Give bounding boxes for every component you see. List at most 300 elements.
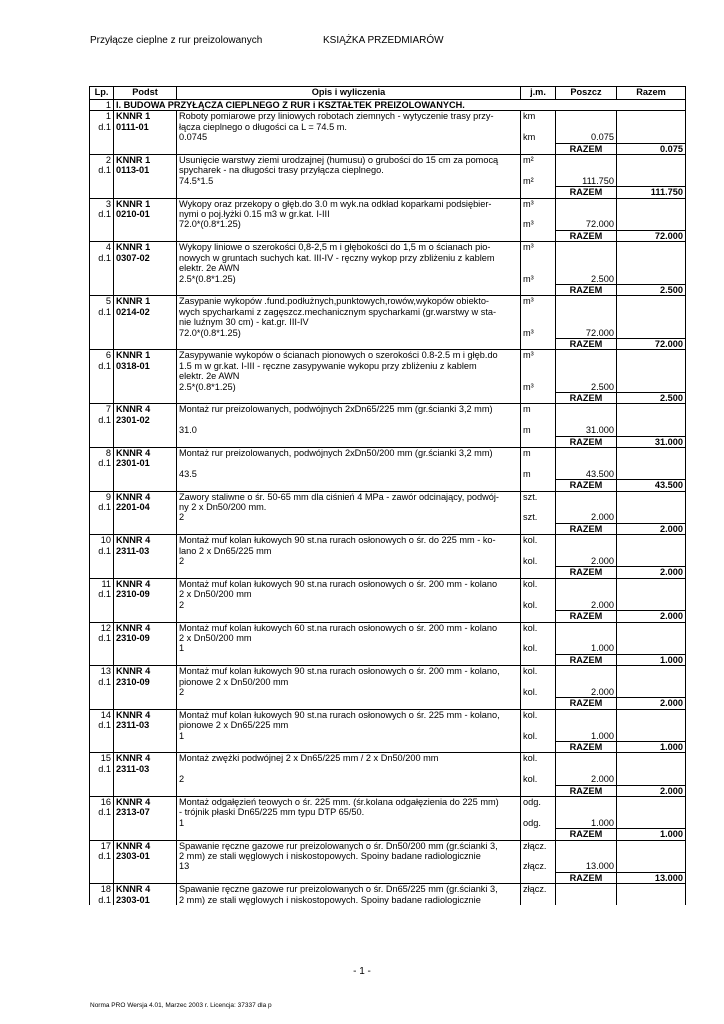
total-value: 1.000 xyxy=(617,741,686,752)
table-row xyxy=(90,350,686,382)
item-poszcz-empty xyxy=(556,535,617,556)
calc-lp-empty xyxy=(90,643,114,654)
total-label: RAZEM xyxy=(556,436,617,447)
item-unit: złącz. xyxy=(521,884,556,905)
line-2: d.1 xyxy=(98,720,111,731)
item-poszcz-empty xyxy=(556,578,617,599)
line-1: 9 xyxy=(105,491,111,502)
item-description xyxy=(177,296,521,328)
item-lp xyxy=(90,350,114,382)
item-razem-empty xyxy=(617,491,686,512)
calc-razem-empty xyxy=(617,861,686,872)
description-line: nie luźnym 30 cm) - kat.gr. III-IV xyxy=(179,317,309,328)
line-2: d.1 xyxy=(98,807,111,818)
total-basis-empty xyxy=(114,187,177,198)
description-line xyxy=(179,458,518,468)
calc-lp-empty xyxy=(90,176,114,187)
line-1: KNNR 1 xyxy=(116,155,151,166)
line-1: KNNR 1 xyxy=(116,111,151,122)
line-1: 1 xyxy=(105,111,111,122)
item-razem-empty xyxy=(617,622,686,643)
calc-row xyxy=(90,132,686,143)
total-lp-empty xyxy=(90,480,114,491)
calc-row xyxy=(90,731,686,742)
total-row xyxy=(90,338,686,349)
line-2: 2301-01 xyxy=(116,458,150,469)
line-1: KNNR 4 xyxy=(116,448,151,458)
total-label: RAZEM xyxy=(556,230,617,241)
description-line: Montaż odgałęzień teowych o śr. 225 mm. (śr.kolana odgałęzienia do 225 mm) xyxy=(179,797,499,807)
item-razem-empty xyxy=(617,350,686,382)
item-unit: m³ xyxy=(521,296,556,328)
partial-quantity: 0.075 xyxy=(556,132,617,143)
col-header-lp: Lp. xyxy=(90,87,114,100)
item-poszcz-empty xyxy=(556,797,617,818)
total-lp-empty xyxy=(90,829,114,840)
description-line: wych spycharkami z zagęszcz.mechanicznym spycharkami (gr.warstwy w sta- xyxy=(179,306,497,317)
item-unit: kol. xyxy=(521,535,556,556)
calc-unit: kol. xyxy=(521,600,556,611)
item-razem-empty xyxy=(617,242,686,274)
section-row xyxy=(90,100,686,111)
item-lp xyxy=(90,578,114,599)
item-lp xyxy=(90,535,114,556)
calc-unit: m³ xyxy=(521,219,556,230)
description-line: nowych w gruntach suchych kat. III-IV - ręczny wykop przy zbliżeniu z kablem xyxy=(179,252,495,263)
table-header-row xyxy=(90,87,686,100)
total-value: 2.000 xyxy=(617,611,686,622)
item-unit: kol. xyxy=(521,709,556,730)
description-line: nymi o poj.łyżki 0.15 m3 w gr.kat. I-III xyxy=(179,209,330,220)
item-razem-empty xyxy=(617,296,686,328)
line-1: 3 xyxy=(105,198,111,209)
total-label: RAZEM xyxy=(556,654,617,665)
item-basis xyxy=(114,797,177,818)
total-label: RAZEM xyxy=(556,392,617,403)
item-unit: odg. xyxy=(521,797,556,818)
total-unit-empty xyxy=(521,829,556,840)
calc-razem-empty xyxy=(617,425,686,436)
total-label: RAZEM xyxy=(556,611,617,622)
line-2: 2311-03 xyxy=(116,763,150,774)
total-value: 2.000 xyxy=(617,698,686,709)
line-2: 0214-02 xyxy=(116,306,150,317)
item-lp xyxy=(90,404,114,425)
total-lp-empty xyxy=(90,392,114,403)
item-razem-empty xyxy=(617,797,686,818)
total-lp-empty xyxy=(90,654,114,665)
line-1: KNNR 4 xyxy=(116,840,151,851)
table-row xyxy=(90,491,686,512)
calc-lp-empty xyxy=(90,861,114,872)
page-number: - 1 - xyxy=(353,966,371,977)
calc-lp-empty xyxy=(90,132,114,143)
calc-basis-empty xyxy=(114,219,177,230)
description-line: Montaż zwężki podwójnej 2 x Dn65/225 mm / 2 x Dn50/200 mm xyxy=(179,753,439,764)
total-desc-empty xyxy=(177,143,521,154)
calc-basis-empty xyxy=(114,687,177,698)
line-1: 8 xyxy=(105,448,111,458)
total-basis-empty xyxy=(114,523,177,534)
total-label: RAZEM xyxy=(556,480,617,491)
description-line: elektr. 2e AWN xyxy=(179,263,240,274)
description-line xyxy=(179,764,518,774)
partial-quantity: 1.000 xyxy=(556,643,617,654)
description-line: Montaż muf kolan łukowych 90 st.na rurach osłonowych o śr. 225 mm - kolano, xyxy=(179,709,500,720)
partial-quantity: 72.000 xyxy=(556,328,617,339)
measurement-formula: 2.5*(0.8*1.25) xyxy=(177,382,521,393)
item-lp xyxy=(90,840,114,861)
item-poszcz-empty xyxy=(556,198,617,219)
item-poszcz-empty xyxy=(556,448,617,469)
section-title: I. BUDOWA PRZYŁĄCZA CIEPLNEGO Z RUR i KSZTAŁTEK PREIZOLOWANYCH. xyxy=(114,100,686,111)
total-label: RAZEM xyxy=(556,741,617,752)
item-lp xyxy=(90,709,114,730)
item-basis xyxy=(114,666,177,687)
line-1: KNNR 4 xyxy=(116,404,151,415)
calc-razem-empty xyxy=(617,132,686,143)
total-row xyxy=(90,230,686,241)
table-row xyxy=(90,242,686,274)
calc-row xyxy=(90,425,686,436)
line-1: 13 xyxy=(100,666,111,677)
description-line: 2 x Dn50/200 mm xyxy=(179,632,252,643)
calc-row xyxy=(90,219,686,230)
calc-basis-empty xyxy=(114,774,177,785)
partial-quantity: 2.000 xyxy=(556,512,617,523)
item-poszcz-empty xyxy=(556,350,617,382)
measurement-formula: 43.5 xyxy=(177,469,521,480)
calc-row xyxy=(90,774,686,785)
calc-unit: km xyxy=(521,132,556,143)
total-basis-empty xyxy=(114,338,177,349)
calc-razem-empty xyxy=(617,731,686,742)
total-label: RAZEM xyxy=(556,523,617,534)
description-line: Spawanie ręczne gazowe rur preizolowanych o śr. Dn50/200 mm (gr.ścianki 3, xyxy=(179,840,498,851)
line-2: 2303-01 xyxy=(116,894,150,905)
item-lp xyxy=(90,111,114,132)
measurement-formula: 2.5*(0.8*1.25) xyxy=(177,274,521,285)
total-desc-empty xyxy=(177,480,521,491)
total-unit-empty xyxy=(521,436,556,447)
table-row xyxy=(90,111,686,132)
calc-basis-empty xyxy=(114,274,177,285)
calc-basis-empty xyxy=(114,731,177,742)
col-header-jm: j.m. xyxy=(521,87,556,100)
calc-row xyxy=(90,600,686,611)
total-value: 31.000 xyxy=(617,436,686,447)
total-value: 2.000 xyxy=(617,785,686,796)
total-value: 0.075 xyxy=(617,143,686,154)
calc-lp-empty xyxy=(90,731,114,742)
item-basis xyxy=(114,448,177,469)
item-description xyxy=(177,709,521,730)
item-basis xyxy=(114,709,177,730)
total-lp-empty xyxy=(90,187,114,198)
line-1: KNNR 1 xyxy=(116,242,151,253)
line-2: 2310-09 xyxy=(116,676,150,687)
item-basis xyxy=(114,753,177,774)
description-line: Spawanie ręczne gazowe rur preizolowanych o śr. Dn65/225 mm (gr.ścianki 3, xyxy=(179,884,498,895)
calc-basis-empty xyxy=(114,512,177,523)
calc-unit: m³ xyxy=(521,382,556,393)
total-row xyxy=(90,829,686,840)
table-row xyxy=(90,155,686,176)
partial-quantity: 2.000 xyxy=(556,687,617,698)
total-value: 43.500 xyxy=(617,480,686,491)
line-2: 0113-01 xyxy=(116,165,150,176)
calc-basis-empty xyxy=(114,556,177,567)
line-2: 0318-01 xyxy=(116,360,150,371)
total-lp-empty xyxy=(90,523,114,534)
total-unit-empty xyxy=(521,230,556,241)
total-desc-empty xyxy=(177,654,521,665)
calc-unit: szt. xyxy=(521,512,556,523)
table-row xyxy=(90,797,686,818)
description-line: Wykopy liniowe o szerokości 0,8-2,5 m i głębokości do 1,5 m o ścianach pio- xyxy=(179,242,491,253)
description-line: Montaż rur preizolowanych, podwójnych 2xDn50/200 mm (gr.ścianki 3,2 mm) xyxy=(179,448,493,458)
item-unit: m³ xyxy=(521,198,556,219)
item-unit: m³ xyxy=(521,242,556,274)
table-row xyxy=(90,840,686,861)
total-lp-empty xyxy=(90,567,114,578)
description-line: Montaż muf kolan łukowych 90 st.na rurach osłonowych o śr. 200 mm - kolano, xyxy=(179,666,500,677)
item-razem-empty xyxy=(617,111,686,132)
item-poszcz-empty xyxy=(556,622,617,643)
col-header-opis: Opis i wyliczenia xyxy=(177,87,521,100)
total-desc-empty xyxy=(177,392,521,403)
total-value: 2.500 xyxy=(617,392,686,403)
line-1: KNNR 4 xyxy=(116,622,151,633)
item-razem-empty xyxy=(617,666,686,687)
line-2: d.1 xyxy=(98,632,111,643)
line-1: 12 xyxy=(100,622,111,633)
calc-lp-empty xyxy=(90,556,114,567)
calc-unit: złącz. xyxy=(521,861,556,872)
description-line: Montaż muf kolan łukowych 90 st.na rurach osłonowych o śr. 200 mm - kolano xyxy=(179,578,498,589)
calc-row xyxy=(90,469,686,480)
description-line: Montaż rur preizolowanych, podwójnych 2xDn65/225 mm (gr.ścianki 3,2 mm) xyxy=(179,404,493,415)
section-number: 1 xyxy=(90,100,114,111)
total-basis-empty xyxy=(114,611,177,622)
total-unit-empty xyxy=(521,480,556,491)
description-line: 2 mm) ze stali węglowych i niskostopowych. Spoiny badane radiologicznie xyxy=(179,851,481,862)
item-description xyxy=(177,622,521,643)
item-lp xyxy=(90,797,114,818)
item-lp xyxy=(90,666,114,687)
item-description xyxy=(177,491,521,512)
line-2: d.1 xyxy=(98,851,111,862)
item-basis xyxy=(114,350,177,382)
description-line: Usunięcie warstwy ziemi urodzajnej (humusu) o grubości do 15 cm za pomocą xyxy=(179,155,499,166)
line-2: 2310-09 xyxy=(116,589,150,600)
item-unit: szt. xyxy=(521,491,556,512)
line-1: KNNR 1 xyxy=(116,350,151,361)
total-row xyxy=(90,392,686,403)
measurement-formula: 1 xyxy=(177,731,521,742)
item-basis xyxy=(114,296,177,328)
calc-unit: odg. xyxy=(521,818,556,829)
measurement-formula: 2 xyxy=(177,774,521,785)
total-desc-empty xyxy=(177,338,521,349)
calc-lp-empty xyxy=(90,469,114,480)
calc-basis-empty xyxy=(114,176,177,187)
col-header-poszcz: Poszcz xyxy=(556,87,617,100)
partial-quantity: 31.000 xyxy=(556,425,617,436)
line-2: 2310-09 xyxy=(116,632,150,643)
calc-basis-empty xyxy=(114,600,177,611)
total-unit-empty xyxy=(521,741,556,752)
total-desc-empty xyxy=(177,785,521,796)
total-desc-empty xyxy=(177,284,521,295)
total-desc-empty xyxy=(177,567,521,578)
item-poszcz-empty xyxy=(556,155,617,176)
measurement-formula: 72.0*(0.8*1.25) xyxy=(177,219,521,230)
total-row xyxy=(90,698,686,709)
item-lp xyxy=(90,448,114,469)
description-line: Zasypywanie wykopów o ścianach pionowych o szerokości 0.8-2.5 m i głęb.do xyxy=(179,350,498,361)
total-basis-empty xyxy=(114,392,177,403)
calc-row xyxy=(90,643,686,654)
calc-basis-empty xyxy=(114,328,177,339)
total-row xyxy=(90,143,686,154)
partial-quantity: 72.000 xyxy=(556,219,617,230)
item-razem-empty xyxy=(617,448,686,469)
description-line: Roboty pomiarowe przy liniowych robotach ziemnych - wytyczenie trasy przy- xyxy=(179,111,494,122)
calc-row xyxy=(90,556,686,567)
total-lp-empty xyxy=(90,338,114,349)
total-desc-empty xyxy=(177,741,521,752)
calc-row xyxy=(90,382,686,393)
item-lp xyxy=(90,242,114,274)
total-row xyxy=(90,284,686,295)
table-row xyxy=(90,535,686,556)
total-value: 13.000 xyxy=(617,872,686,883)
item-unit: kol. xyxy=(521,622,556,643)
partial-quantity: 13.000 xyxy=(556,861,617,872)
line-2: 2201-04 xyxy=(116,502,150,513)
item-lp xyxy=(90,753,114,774)
item-basis xyxy=(114,884,177,905)
calc-unit: kol. xyxy=(521,556,556,567)
total-row xyxy=(90,741,686,752)
line-2: 2311-03 xyxy=(116,720,150,731)
table-body xyxy=(90,100,686,906)
item-description xyxy=(177,111,521,132)
total-row xyxy=(90,567,686,578)
partial-quantity: 2.500 xyxy=(556,274,617,285)
line-2: d.1 xyxy=(98,252,111,263)
calc-lp-empty xyxy=(90,219,114,230)
item-poszcz-empty xyxy=(556,242,617,274)
calc-lp-empty xyxy=(90,274,114,285)
item-unit: km xyxy=(521,111,556,132)
line-1: KNNR 4 xyxy=(116,578,151,589)
total-value: 72.000 xyxy=(617,338,686,349)
item-poszcz-empty xyxy=(556,404,617,425)
item-basis xyxy=(114,840,177,861)
line-2: d.1 xyxy=(98,209,111,220)
item-razem-empty xyxy=(617,198,686,219)
total-row xyxy=(90,872,686,883)
calc-lp-empty xyxy=(90,425,114,436)
item-razem-empty xyxy=(617,840,686,861)
total-value: 72.000 xyxy=(617,230,686,241)
partial-quantity: 1.000 xyxy=(556,731,617,742)
total-row xyxy=(90,523,686,534)
total-row xyxy=(90,187,686,198)
total-basis-empty xyxy=(114,230,177,241)
item-razem-empty xyxy=(617,884,686,905)
item-basis xyxy=(114,198,177,219)
description-line: Zawory staliwne o śr. 50-65 mm dla ciśnień 4 MPa - zawór odcinający, podwój- xyxy=(179,491,499,502)
total-basis-empty xyxy=(114,654,177,665)
total-unit-empty xyxy=(521,392,556,403)
item-razem-empty xyxy=(617,535,686,556)
line-2: d.1 xyxy=(98,306,111,317)
calc-row xyxy=(90,818,686,829)
total-value: 1.000 xyxy=(617,654,686,665)
description-line: ny 2 x Dn50/200 mm. xyxy=(179,502,267,513)
partial-quantity: 43.500 xyxy=(556,469,617,480)
calc-lp-empty xyxy=(90,687,114,698)
total-label: RAZEM xyxy=(556,338,617,349)
calc-razem-empty xyxy=(617,274,686,285)
line-1: 2 xyxy=(105,155,111,166)
calc-razem-empty xyxy=(617,469,686,480)
total-unit-empty xyxy=(521,611,556,622)
item-unit: kol. xyxy=(521,666,556,687)
total-unit-empty xyxy=(521,143,556,154)
item-description xyxy=(177,840,521,861)
item-unit: złącz. xyxy=(521,840,556,861)
line-1: KNNR 4 xyxy=(116,884,151,895)
calc-lp-empty xyxy=(90,600,114,611)
line-2: 2311-03 xyxy=(116,545,150,556)
table-row xyxy=(90,404,686,425)
item-lp xyxy=(90,491,114,512)
item-poszcz-empty xyxy=(556,840,617,861)
measurement-formula: 2 xyxy=(177,512,521,523)
item-description xyxy=(177,797,521,818)
total-label: RAZEM xyxy=(556,187,617,198)
calc-razem-empty xyxy=(617,328,686,339)
line-1: KNNR 1 xyxy=(116,296,151,307)
calc-lp-empty xyxy=(90,818,114,829)
total-value: 2.500 xyxy=(617,284,686,295)
description-line: spycharek - na długości trasy przyłącza cieplnego. xyxy=(179,165,384,176)
total-basis-empty xyxy=(114,436,177,447)
calc-unit: m³ xyxy=(521,274,556,285)
line-1: 14 xyxy=(100,709,111,720)
measurement-formula: 2 xyxy=(177,556,521,567)
item-razem-empty xyxy=(617,709,686,730)
bill-of-quantities-table xyxy=(89,86,686,905)
line-2: 2301-02 xyxy=(116,414,150,425)
calc-unit: m³ xyxy=(521,328,556,339)
line-1: 10 xyxy=(100,535,111,546)
total-basis-empty xyxy=(114,829,177,840)
line-2: 2303-01 xyxy=(116,851,150,862)
total-basis-empty xyxy=(114,567,177,578)
line-2: d.1 xyxy=(98,414,111,425)
footer-software-note: Norma PRO Wersja 4.01, Marzec 2003 r. Licencja: 37337 dla p xyxy=(90,1002,272,1009)
col-header-podst: Podst xyxy=(114,87,177,100)
item-poszcz-empty xyxy=(556,296,617,328)
measurement-formula: 74.5*1.5 xyxy=(177,176,521,187)
description-line: elektr. 2e AWN xyxy=(179,371,240,382)
measurement-formula: 2 xyxy=(177,687,521,698)
